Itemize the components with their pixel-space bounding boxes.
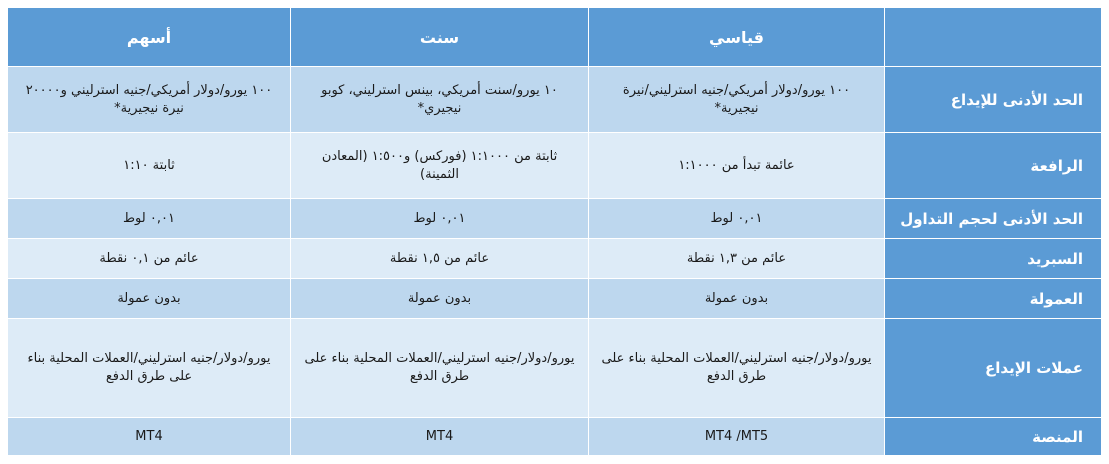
- table-cell: MT4: [291, 418, 589, 456]
- table-row-min-deposit: [8, 67, 1102, 133]
- table-cell: بدون عمولة: [589, 279, 885, 319]
- table-row-spread: [8, 239, 1102, 279]
- column-header-shares: أسهم: [8, 8, 291, 67]
- table-row-commission: [8, 279, 1102, 319]
- table-row-min-volume: [8, 199, 1102, 239]
- table-cell: يورو/دولار/جنيه استرليني/العملات المحلية بناء على طرق الدفع: [8, 319, 291, 418]
- table-cell: ١٠٠ يورو/دولار أمريكي/جنيه استرليني و٢٠٠٠٠ نيرة نيجيرية*: [8, 67, 291, 133]
- table-cell: MT4 /MT5: [589, 418, 885, 456]
- table-cell: يورو/دولار/جنيه استرليني/العملات المحلية بناء على طرق الدفع: [291, 319, 589, 418]
- table-cell: عائم من ٠,١ نقطة: [8, 239, 291, 279]
- table-cell: بدون عمولة: [291, 279, 589, 319]
- table-cell: عائمة تبدأ من ١:١٠٠٠: [589, 133, 885, 199]
- table-row-platform: [8, 418, 1102, 456]
- column-header-cent: سنت: [291, 8, 589, 67]
- row-header: الرافعة: [885, 133, 1102, 199]
- table-row-deposit-currencies: [8, 319, 1102, 418]
- table-cell: ثابتة من ١:١٠٠٠ (فوركس) و١:٥٠٠ (المعادن الثمينة): [291, 133, 589, 199]
- account-comparison-table: [7, 7, 1102, 456]
- row-header: السبريد: [885, 239, 1102, 279]
- table-cell: عائم من ١,٣ نقطة: [589, 239, 885, 279]
- column-header-standard: قياسي: [589, 8, 885, 67]
- row-header: عملات الإيداع: [885, 319, 1102, 418]
- table-cell: عائم من ١,٥ نقطة: [291, 239, 589, 279]
- row-header: المنصة: [885, 418, 1102, 456]
- table-cell: ثابتة ١:١٠: [8, 133, 291, 199]
- table-cell: ١٠٠ يورو/دولار أمريكي/جنيه استرليني/نيرة نيجيرية*: [589, 67, 885, 133]
- row-header: الحد الأدنى لحجم التداول: [885, 199, 1102, 239]
- header-row: [8, 8, 1102, 67]
- row-header: الحد الأدنى للإيداع: [885, 67, 1102, 133]
- row-header: العمولة: [885, 279, 1102, 319]
- table-cell: ٠,٠١ لوط: [589, 199, 885, 239]
- table-cell: ٠,٠١ لوط: [291, 199, 589, 239]
- table-cell: MT4: [8, 418, 291, 456]
- account-comparison-table-container: [7, 7, 1101, 456]
- table-row-leverage: [8, 133, 1102, 199]
- header-corner-cell: [885, 8, 1102, 67]
- table-cell: يورو/دولار/جنيه استرليني/العملات المحلية بناء على طرق الدفع: [589, 319, 885, 418]
- table-cell: ١٠ يورو/سنت أمريكي، بينس استرليني، كوبو نيجيري*: [291, 67, 589, 133]
- table-cell: ٠,٠١ لوط: [8, 199, 291, 239]
- table-cell: بدون عمولة: [8, 279, 291, 319]
